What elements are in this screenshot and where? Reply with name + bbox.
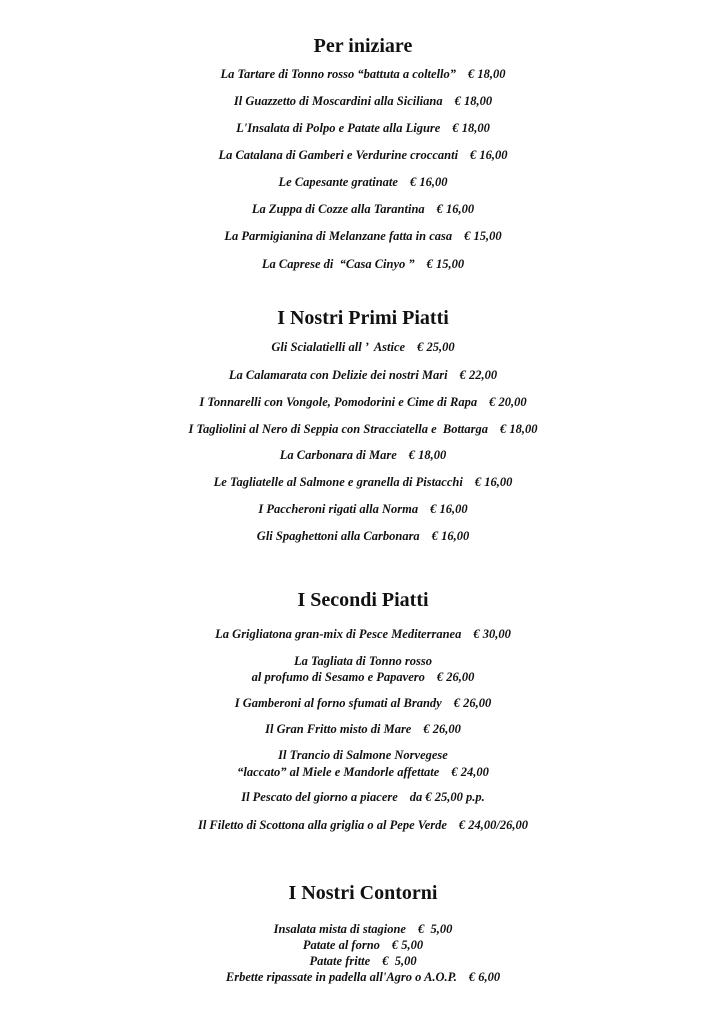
item-name: La Catalana di Gamberi e Verdurine croccanti xyxy=(218,148,459,162)
item-name: La Tagliata di Tonno rosso xyxy=(293,654,432,668)
menu-item xyxy=(5,721,716,737)
menu-item xyxy=(5,501,716,517)
item-price: € 16,00 xyxy=(430,502,468,516)
item-name: Il Guazzetto di Moscardini alla Siciliana xyxy=(233,94,443,108)
item-price: € 25,00 xyxy=(417,340,455,354)
item-name: I Tagliolini al Nero di Seppia con Stracciatella e Bottarga xyxy=(188,422,489,436)
item-name: I Tonnarelli con Vongole, Pomodorini e Cime di Rapa xyxy=(199,395,478,409)
menu-item xyxy=(5,528,716,544)
item-price: € 30,00 xyxy=(473,627,511,641)
section-title: I Nostri Contorni xyxy=(288,882,438,904)
item-name: La Zuppa di Cozze alla Tarantina xyxy=(251,202,425,216)
item-name: Patate fritte xyxy=(309,954,371,968)
menu-item xyxy=(5,817,716,833)
item-name: I Paccheroni rigati alla Norma xyxy=(258,502,419,516)
item-name: La Caprese di “Casa Cinyo ” xyxy=(261,257,415,271)
item-price: € 5,00 xyxy=(417,922,453,936)
item-name: La Grigliatona gran-mix di Pesce Mediterranea xyxy=(215,627,462,641)
menu-item xyxy=(5,367,716,383)
item-price: € 16,00 xyxy=(470,148,508,162)
item-price: € 16,00 xyxy=(474,475,513,489)
item-name: La Parmigianina di Melanzane fatta in casa xyxy=(224,229,453,243)
item-name: Il Gran Fritto misto di Mare xyxy=(265,722,412,736)
item-name: Il Trancio di Salmone Norvegese xyxy=(278,748,448,762)
item-name: I Gamberoni al forno sfumati al Brandy xyxy=(234,696,442,710)
menu-item xyxy=(5,339,716,355)
item-price: € 18,00 xyxy=(452,121,490,135)
item-price: € 15,00 xyxy=(464,229,502,243)
item-price: € 26,00 xyxy=(423,722,461,736)
item-price: € 26,00 xyxy=(436,670,475,684)
menu-item xyxy=(5,626,716,642)
menu-item xyxy=(5,256,716,272)
section-title: Per iniziare xyxy=(313,35,413,57)
menu-item-cont xyxy=(5,669,716,685)
menu-item xyxy=(5,969,716,985)
item-name: Gli Spaghettoni alla Carbonara xyxy=(256,529,420,543)
item-price: € 24,00 xyxy=(451,765,489,779)
menu-item xyxy=(5,921,716,937)
item-price: € 18,00 xyxy=(408,448,447,462)
menu-item-cont xyxy=(5,764,716,780)
item-price: da € 25,00 p.p. xyxy=(409,790,485,804)
menu-item xyxy=(5,447,716,463)
item-name: Insalata mista di stagione xyxy=(273,922,406,936)
item-name-line2: al profumo di Sesamo e Papavero xyxy=(251,670,425,684)
item-price: € 22,00 xyxy=(459,368,498,382)
menu-item xyxy=(5,93,716,109)
item-price: € 18,00 xyxy=(468,67,506,81)
item-name: Patate al forno xyxy=(302,938,380,952)
menu-item xyxy=(5,421,716,437)
menu-item xyxy=(5,147,716,163)
item-price: € 24,00/26,00 xyxy=(458,818,529,832)
menu-item xyxy=(5,747,716,763)
item-name: Il Filetto di Scottona alla griglia o al Pepe Verde xyxy=(197,818,447,832)
menu-item xyxy=(5,953,716,969)
menu-item xyxy=(5,120,716,136)
item-name: La Carbonara di Mare xyxy=(279,448,397,462)
item-price: € 26,00 xyxy=(453,696,492,710)
menu-item xyxy=(5,66,716,82)
menu-item xyxy=(5,695,716,711)
menu-item xyxy=(5,474,716,490)
item-price: € 16,00 xyxy=(436,202,475,216)
item-price: € 15,00 xyxy=(426,257,465,271)
section-title: I Nostri Primi Piatti xyxy=(277,307,449,329)
menu-item xyxy=(5,653,716,669)
item-name: Erbette ripassate in padella all'Agro o A.O.P. xyxy=(225,970,457,984)
menu-item xyxy=(5,174,716,190)
menu-item xyxy=(5,789,716,805)
item-name: Le Capesante gratinate xyxy=(278,175,398,189)
item-price: € 6,00 xyxy=(468,970,501,984)
item-price: € 5,00 xyxy=(391,938,424,952)
menu-item xyxy=(5,937,716,953)
item-price: € 20,00 xyxy=(489,395,527,409)
item-price: € 16,00 xyxy=(409,175,448,189)
menu-item xyxy=(5,394,716,410)
menu-item xyxy=(5,201,716,217)
item-price: € 18,00 xyxy=(454,94,493,108)
item-name: L'Insalata di Polpo e Patate alla Ligure xyxy=(236,121,441,135)
menu-item xyxy=(5,228,716,244)
item-name: Gli Scialatielli all ’ Astice xyxy=(271,340,406,354)
section-title: I Secondi Piatti xyxy=(297,589,429,611)
item-name: Le Tagliatelle al Salmone e granella di Pistacchi xyxy=(213,475,463,489)
item-name: La Tartare di Tonno rosso “battuta a coltello” xyxy=(220,67,457,81)
item-price: € 18,00 xyxy=(500,422,538,436)
item-name: La Calamarata con Delizie dei nostri Mari xyxy=(228,368,448,382)
item-name: Il Pescato del giorno a piacere xyxy=(241,790,398,804)
item-price: € 5,00 xyxy=(382,954,417,968)
item-name-line2: “laccato” al Miele e Mandorle affettate xyxy=(237,765,440,779)
item-price: € 16,00 xyxy=(431,529,470,543)
